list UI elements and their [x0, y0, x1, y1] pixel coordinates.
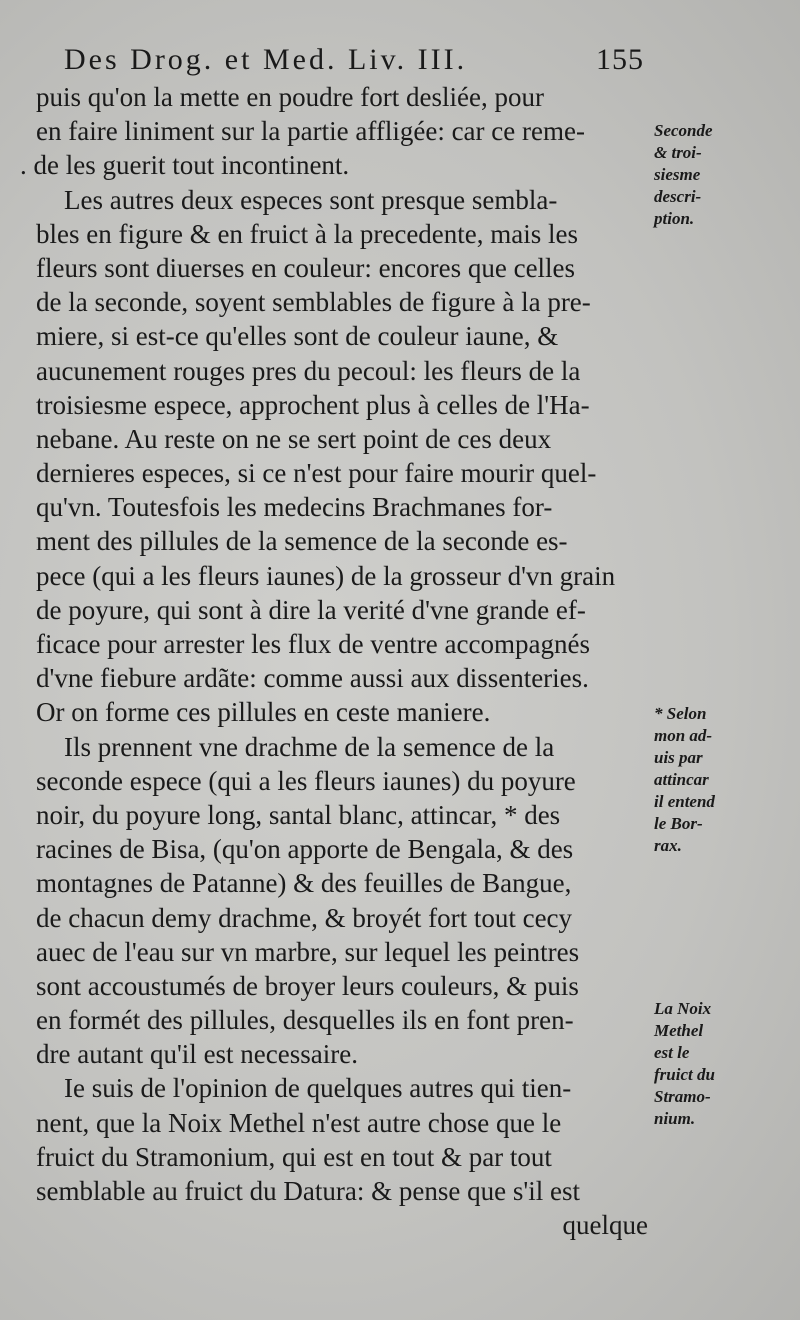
text-line: miere, si est-ce qu'elles sont de couleur iaune, &: [36, 321, 559, 352]
margin-line: Methel: [654, 1021, 704, 1040]
paragraph-start-line: Ils prennent vne drachme de la semence de la: [64, 731, 555, 762]
text-line: montagnes de Patanne) & des feuilles de Bangue,: [36, 868, 572, 899]
text-line: ment des pillules de la semence de la seconde es-: [36, 526, 568, 557]
text-line: auec de l'eau sur vn marbre, sur lequel les peintres: [36, 936, 580, 967]
text-line: . de les guerit tout incontinent.: [20, 150, 350, 181]
margin-line: nium.: [654, 1109, 696, 1128]
text-line: dernieres especes, si ce n'est pour faire mourir quel-: [36, 458, 597, 489]
running-title: Des Drog. et Med. Liv. III.: [64, 43, 468, 76]
text-line: aucunement rouges pres du pecoul: les fleurs de la: [36, 355, 581, 386]
text-line: de la seconde, soyent semblables de figure à la pre-: [36, 287, 591, 318]
text-line: ficace pour arrester les flux de ventre accompagnés: [36, 629, 590, 659]
page-number: 155: [596, 43, 644, 76]
margin-line: ption.: [654, 209, 695, 228]
margin-line: La Noix: [654, 999, 712, 1018]
text-line: seconde espece (qui a les fleurs iaunes) du poyure: [36, 765, 576, 796]
text-line: dre autant qu'il est necessaire.: [36, 1039, 358, 1070]
text-line: nent, que la Noix Methel n'est autre chose que le: [36, 1107, 562, 1138]
text-line: sont accoustumés de broyer leurs couleurs, & puis: [36, 970, 579, 1001]
text-line: noir, du poyure long, santal blanc, attincar, * des: [36, 799, 561, 830]
paragraph-start-line: Ie suis de l'opinion de quelques autres qui tien-: [64, 1073, 572, 1104]
margin-line: uis par: [654, 748, 703, 767]
marginal-note: [654, 120, 794, 230]
margin-line: siesme: [654, 165, 701, 184]
margin-line: Stramo-: [654, 1087, 711, 1106]
text-line: d'vne fiebure ardãte: comme aussi aux dissenteries.: [36, 663, 589, 694]
marginal-note: [654, 703, 794, 857]
text-line: Or on forme ces pillules en ceste maniere.: [36, 697, 491, 728]
margin-line: il entend: [654, 792, 715, 811]
catchword: quelque: [562, 1210, 648, 1241]
margin-line: attincar: [654, 770, 709, 789]
text-line: pece (qui a les fleurs iaunes) de la grosseur d'vn grain: [36, 560, 616, 591]
text-line: racines de Bisa, (qu'on apporte de Bengala, & des: [36, 834, 574, 865]
text-line: troisiesme espece, approchent plus à celles de l'Ha-: [36, 389, 590, 420]
text-line: puis qu'on la mette en poudre fort desliée, pour: [36, 82, 544, 112]
text-line: en formét des pillules, desquelles ils en font pren-: [36, 1005, 574, 1036]
text-line: semblable au fruict du Datura: & pense que s'il est: [36, 1176, 580, 1206]
margin-line: fruict du: [654, 1065, 715, 1084]
margin-line: est le: [654, 1043, 690, 1062]
margin-line: Seconde: [654, 121, 713, 140]
text-line: nebane. Au reste on ne se sert point de ces deux: [36, 423, 552, 454]
running-header: [64, 40, 644, 80]
text-line: en faire liniment sur la partie affligée: car ce reme-: [36, 116, 585, 147]
text-line: de poyure, qui sont à dire la verité d'vne grande ef-: [36, 594, 586, 625]
margin-line: & troi-: [654, 143, 702, 162]
text-line: fruict du Stramonium, qui est en tout & par tout: [36, 1141, 552, 1172]
margin-line: rax.: [654, 836, 682, 855]
margin-line: mon ad-: [654, 726, 713, 745]
margin-line: descri-: [654, 187, 702, 206]
main-text-column: [20, 80, 648, 1242]
text-line: de chacun demy drachme, & broyét fort tout cecy: [36, 902, 573, 933]
paragraph-start-line: Les autres deux especes sont presque sembla-: [64, 184, 558, 215]
margin-line: * Selon: [654, 704, 707, 723]
text-line: fleurs sont diuerses en couleur: encores que celles: [36, 252, 576, 283]
text-line: bles en figure & en fruict à la precedente, mais les: [36, 218, 579, 249]
text-line: qu'vn. Toutesfois les medecins Brachmanes for-: [36, 492, 553, 523]
margin-line: le Bor-: [654, 814, 703, 833]
marginal-note: [654, 998, 794, 1130]
